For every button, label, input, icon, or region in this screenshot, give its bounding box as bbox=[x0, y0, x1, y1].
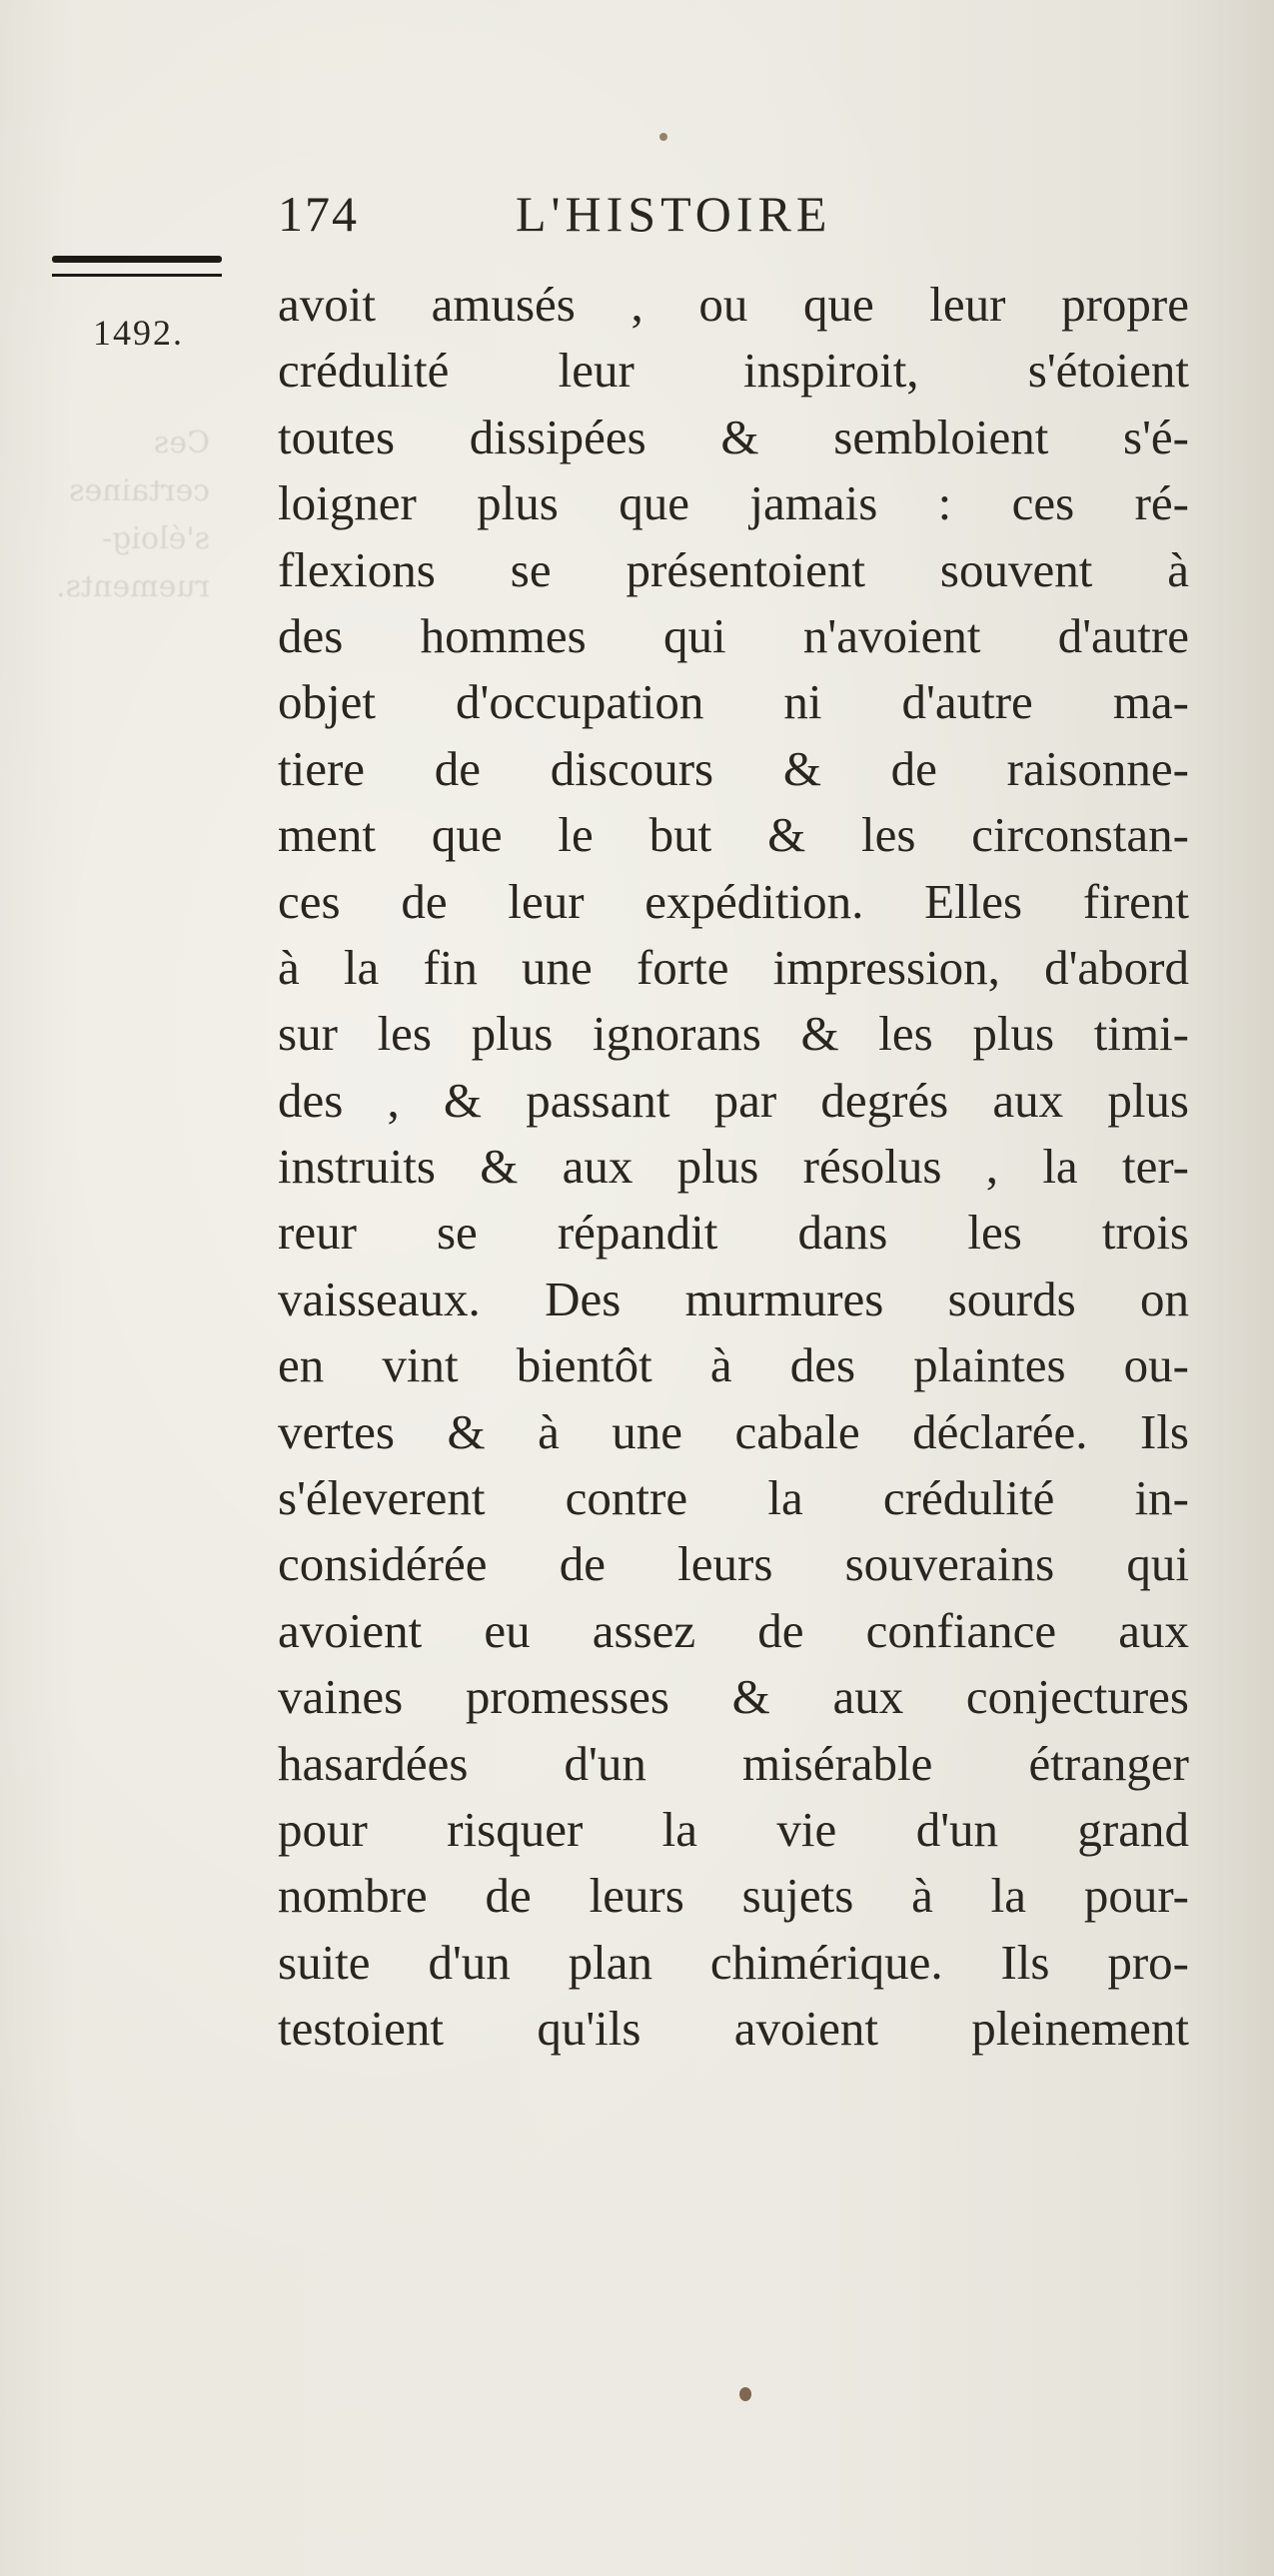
show-through-text: Ces certaines s'éloig- ruements. bbox=[56, 426, 210, 604]
body-text bbox=[278, 272, 1189, 2063]
text-line: considérée de leurs souverains qui bbox=[278, 1536, 1189, 1592]
text-line: sur les plus ignorans & les plus timi- bbox=[278, 1006, 1189, 1062]
text-line: en vint bientôt à des plaintes ou- bbox=[278, 1337, 1189, 1393]
text-line: reur se répandit dans les trois bbox=[278, 1205, 1189, 1261]
text-line: ment que le but & les circonstan- bbox=[278, 807, 1189, 863]
text-line: suite d'un plan chimérique. Ils pro- bbox=[278, 1934, 1189, 1990]
text-line: crédulité leur inspiroit, s'étoient bbox=[278, 343, 1189, 399]
text-line: vaines promesses & aux conjectures bbox=[278, 1669, 1189, 1725]
text-line: des , & passant par degrés aux plus bbox=[278, 1072, 1189, 1128]
text-line: s'éleverent contre la crédulité in- bbox=[278, 1470, 1189, 1526]
margin-year-note: 1492. bbox=[93, 313, 184, 353]
text-line: loigner plus que jamais : ces ré- bbox=[278, 475, 1189, 531]
page-heading: L'HISTOIRE bbox=[516, 186, 832, 242]
text-line: avoit amusés , ou que leur propre bbox=[278, 277, 1189, 332]
text-line: ces de leur expédition. Elles firent bbox=[278, 873, 1189, 929]
ink-speck bbox=[739, 2387, 751, 2401]
text-line: instruits & aux plus résolus , la ter- bbox=[278, 1139, 1189, 1195]
text-line: à la fin une forte impression, d'abord bbox=[278, 939, 1189, 995]
text-line: avoient eu assez de confiance aux bbox=[278, 1602, 1189, 1658]
text-line: vertes & à une cabale déclarée. Ils bbox=[278, 1403, 1189, 1459]
ink-speck bbox=[659, 133, 667, 141]
text-line: objet d'occupation ni d'autre ma- bbox=[278, 674, 1189, 730]
running-head bbox=[278, 185, 967, 245]
text-line: des hommes qui n'avoient d'autre bbox=[278, 607, 1189, 663]
header-rule bbox=[52, 256, 222, 263]
text-line: nombre de leurs sujets à la pour- bbox=[278, 1868, 1189, 1924]
text-line: testoient qu'ils avoient pleinement bbox=[278, 2001, 1189, 2057]
text-line: tiere de discours & de raisonne- bbox=[278, 740, 1189, 796]
page-number: 174 bbox=[278, 186, 359, 242]
text-line: flexions se présentoient souvent à bbox=[278, 541, 1189, 597]
header-rule-thin bbox=[52, 274, 222, 277]
text-line: hasardées d'un misérable étranger bbox=[278, 1735, 1189, 1791]
text-line: toutes dissipées & sembloient s'é- bbox=[278, 409, 1189, 464]
text-line: pour risquer la vie d'un grand bbox=[278, 1801, 1189, 1857]
text-line: vaisseaux. Des murmures sourds on bbox=[278, 1271, 1189, 1326]
